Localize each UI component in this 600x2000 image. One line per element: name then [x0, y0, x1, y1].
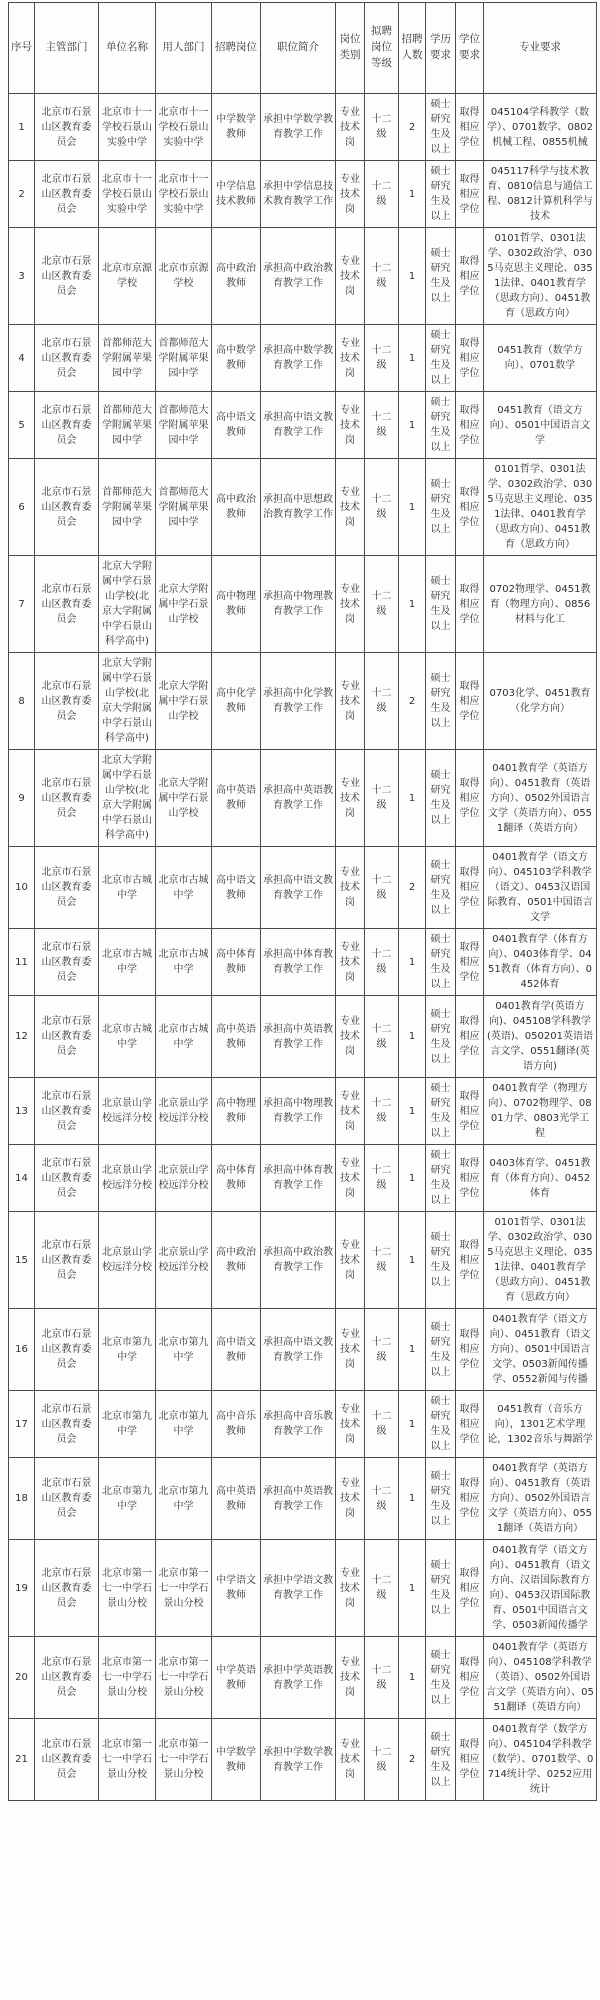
- cell-post-description: 承担高中英语教育教学工作: [261, 1458, 336, 1540]
- cell-recruit-post: 中学信息技术教师: [212, 161, 261, 228]
- table-row: [9, 459, 597, 556]
- table-row: [9, 1145, 597, 1212]
- cell-index: 6: [9, 459, 35, 556]
- cell-post-category: 专业技术岗: [336, 1212, 365, 1309]
- cell-post-category: 专业技术岗: [336, 1391, 365, 1458]
- cell-post-description: 承担高中英语教育教学工作: [261, 996, 336, 1078]
- cell-major-requirement: 045117科学与技术教育、0810信息与通信工程、0812计算机科学与技术: [484, 161, 597, 228]
- table-header-row: [9, 3, 597, 94]
- column-header-post-category: 岗位类别: [336, 3, 365, 94]
- cell-recruit-post: 中学语文教师: [212, 1540, 261, 1637]
- cell-employing-department: 北京市京源学校: [156, 228, 212, 325]
- table-body: [9, 94, 597, 1801]
- cell-post-category: 专业技术岗: [336, 653, 365, 750]
- cell-recruit-count: 1: [399, 556, 426, 653]
- cell-post-grade: 十二级: [365, 556, 399, 653]
- cell-employing-department: 北京市古城中学: [156, 996, 212, 1078]
- cell-recruit-post: 高中政治教师: [212, 228, 261, 325]
- cell-recruit-post: 高中数学教师: [212, 325, 261, 392]
- cell-employing-department: 北京市第一七一中学石景山分校: [156, 1637, 212, 1719]
- cell-recruit-count: 1: [399, 325, 426, 392]
- cell-degree-requirement: 取得相应学位: [456, 996, 484, 1078]
- cell-unit-name: 北京市古城中学: [99, 996, 156, 1078]
- cell-major-requirement: 045104学科教学（数学）、0701数学、0802机械工程、0855机械: [484, 94, 597, 161]
- table-row: [9, 325, 597, 392]
- cell-degree-requirement: 取得相应学位: [456, 556, 484, 653]
- cell-employing-department: 北京市第一七一中学石景山分校: [156, 1540, 212, 1637]
- cell-post-description: 承担高中体育教育教学工作: [261, 1145, 336, 1212]
- cell-unit-name: 北京市第一七一中学石景山分校: [99, 1719, 156, 1801]
- cell-recruit-count: 2: [399, 653, 426, 750]
- cell-unit-name: 首都师范大学附属苹果园中学: [99, 325, 156, 392]
- cell-supervising-department: 北京市石景山区教育委员会: [35, 929, 99, 996]
- cell-education-requirement: 硕士研究生及以上: [426, 392, 456, 459]
- cell-degree-requirement: 取得相应学位: [456, 929, 484, 996]
- cell-supervising-department: 北京市石景山区教育委员会: [35, 94, 99, 161]
- cell-degree-requirement: 取得相应学位: [456, 1078, 484, 1145]
- cell-employing-department: 北京市第九中学: [156, 1391, 212, 1458]
- cell-post-grade: 十二级: [365, 161, 399, 228]
- table-row: [9, 392, 597, 459]
- cell-post-description: 承担高中英语教育教学工作: [261, 750, 336, 847]
- cell-major-requirement: 0401教育学（物理方向）、0702物理学、0801力学、0803光学工程: [484, 1078, 597, 1145]
- cell-index: 8: [9, 653, 35, 750]
- cell-post-description: 承担高中思想政治教育教学工作: [261, 459, 336, 556]
- cell-recruit-post: 高中音乐教师: [212, 1391, 261, 1458]
- cell-post-category: 专业技术岗: [336, 847, 365, 929]
- cell-post-description: 承担高中物理教育教学工作: [261, 556, 336, 653]
- cell-employing-department: 北京市十一学校石景山实验中学: [156, 161, 212, 228]
- cell-recruit-post: 高中物理教师: [212, 556, 261, 653]
- cell-recruit-count: 1: [399, 161, 426, 228]
- table-row: [9, 1540, 597, 1637]
- table-row: [9, 1719, 597, 1801]
- cell-employing-department: 首都师范大学附属苹果园中学: [156, 392, 212, 459]
- table-row: [9, 161, 597, 228]
- cell-education-requirement: 硕士研究生及以上: [426, 1540, 456, 1637]
- cell-supervising-department: 北京市石景山区教育委员会: [35, 1637, 99, 1719]
- cell-recruit-post: 中学数学教师: [212, 1719, 261, 1801]
- cell-employing-department: 北京市第九中学: [156, 1309, 212, 1391]
- cell-post-category: 专业技术岗: [336, 325, 365, 392]
- cell-post-grade: 十二级: [365, 929, 399, 996]
- column-header-unit-name: 单位名称: [99, 3, 156, 94]
- table-row: [9, 929, 597, 996]
- cell-degree-requirement: 取得相应学位: [456, 161, 484, 228]
- cell-post-grade: 十二级: [365, 1078, 399, 1145]
- cell-post-description: 承担高中政治教育教学工作: [261, 228, 336, 325]
- column-header-employing-department: 用人部门: [156, 3, 212, 94]
- cell-post-category: 专业技术岗: [336, 228, 365, 325]
- cell-education-requirement: 硕士研究生及以上: [426, 556, 456, 653]
- cell-index: 17: [9, 1391, 35, 1458]
- cell-degree-requirement: 取得相应学位: [456, 459, 484, 556]
- cell-education-requirement: 硕士研究生及以上: [426, 1458, 456, 1540]
- table-row: [9, 1637, 597, 1719]
- cell-post-category: 专业技术岗: [336, 1637, 365, 1719]
- cell-supervising-department: 北京市石景山区教育委员会: [35, 1078, 99, 1145]
- table-row: [9, 653, 597, 750]
- cell-recruit-post: 高中英语教师: [212, 750, 261, 847]
- cell-recruit-post: 高中英语教师: [212, 1458, 261, 1540]
- cell-degree-requirement: 取得相应学位: [456, 1309, 484, 1391]
- cell-post-category: 专业技术岗: [336, 996, 365, 1078]
- cell-employing-department: 北京市古城中学: [156, 929, 212, 996]
- cell-post-category: 专业技术岗: [336, 556, 365, 653]
- table-row: [9, 1309, 597, 1391]
- cell-recruit-count: 1: [399, 1391, 426, 1458]
- cell-employing-department: 北京大学附属中学石景山学校: [156, 556, 212, 653]
- cell-index: 10: [9, 847, 35, 929]
- cell-index: 2: [9, 161, 35, 228]
- cell-supervising-department: 北京市石景山区教育委员会: [35, 1145, 99, 1212]
- table-row: [9, 1458, 597, 1540]
- cell-recruit-post: 中学英语教师: [212, 1637, 261, 1719]
- cell-unit-name: 北京景山学校远洋分校: [99, 1145, 156, 1212]
- cell-post-grade: 十二级: [365, 325, 399, 392]
- cell-index: 19: [9, 1540, 35, 1637]
- column-header-supervising-department: 主管部门: [35, 3, 99, 94]
- column-header-index: 序号: [9, 3, 35, 94]
- cell-recruit-post: 高中物理教师: [212, 1078, 261, 1145]
- cell-major-requirement: 0401教育学（语文方向）、045103学科教学（语文）、0453汉语国际教育、0501中国语言文学: [484, 847, 597, 929]
- cell-recruit-post: 高中体育教师: [212, 1145, 261, 1212]
- cell-post-description: 承担中学数学教育教学工作: [261, 94, 336, 161]
- cell-supervising-department: 北京市石景山区教育委员会: [35, 653, 99, 750]
- table-row: [9, 750, 597, 847]
- cell-index: 11: [9, 929, 35, 996]
- cell-recruit-count: 2: [399, 847, 426, 929]
- cell-post-description: 承担高中体育教育教学工作: [261, 929, 336, 996]
- cell-supervising-department: 北京市石景山区教育委员会: [35, 325, 99, 392]
- cell-unit-name: 首都师范大学附属苹果园中学: [99, 459, 156, 556]
- cell-post-category: 专业技术岗: [336, 459, 365, 556]
- cell-post-description: 承担中学信息技术教育教学工作: [261, 161, 336, 228]
- cell-recruit-post: 高中体育教师: [212, 929, 261, 996]
- cell-unit-name: 北京市第一七一中学石景山分校: [99, 1637, 156, 1719]
- cell-degree-requirement: 取得相应学位: [456, 1212, 484, 1309]
- cell-major-requirement: 0401教育学（英语方向）、045108学科教学（英语）、0502外国语言文学（英语方向）、0551翻译（英语方向）: [484, 1637, 597, 1719]
- cell-post-grade: 十二级: [365, 653, 399, 750]
- cell-employing-department: 北京景山学校远洋分校: [156, 1212, 212, 1309]
- cell-recruit-count: 1: [399, 1078, 426, 1145]
- cell-education-requirement: 硕士研究生及以上: [426, 1309, 456, 1391]
- cell-index: 21: [9, 1719, 35, 1801]
- cell-education-requirement: 硕士研究生及以上: [426, 929, 456, 996]
- cell-degree-requirement: 取得相应学位: [456, 1391, 484, 1458]
- cell-index: 3: [9, 228, 35, 325]
- header-row: [9, 3, 597, 94]
- cell-post-grade: 十二级: [365, 1637, 399, 1719]
- cell-post-description: 承担高中化学教育教学工作: [261, 653, 336, 750]
- column-header-major-requirement: 专业要求: [484, 3, 597, 94]
- cell-recruit-count: 1: [399, 1145, 426, 1212]
- table-row: [9, 1078, 597, 1145]
- cell-employing-department: 北京景山学校远洋分校: [156, 1078, 212, 1145]
- cell-post-grade: 十二级: [365, 750, 399, 847]
- cell-unit-name: 北京市古城中学: [99, 929, 156, 996]
- cell-employing-department: 北京大学附属中学石景山学校: [156, 750, 212, 847]
- cell-supervising-department: 北京市石景山区教育委员会: [35, 392, 99, 459]
- cell-post-grade: 十二级: [365, 1458, 399, 1540]
- cell-degree-requirement: 取得相应学位: [456, 847, 484, 929]
- cell-post-category: 专业技术岗: [336, 1719, 365, 1801]
- cell-post-category: 专业技术岗: [336, 929, 365, 996]
- recruitment-table: [8, 2, 597, 1801]
- cell-unit-name: 北京大学附属中学石景山学校(北京大学附属中学石景山科学高中): [99, 750, 156, 847]
- cell-recruit-post: 高中政治教师: [212, 459, 261, 556]
- cell-degree-requirement: 取得相应学位: [456, 1540, 484, 1637]
- column-header-recruit-count: 招聘人数: [399, 3, 426, 94]
- cell-employing-department: 首都师范大学附属苹果园中学: [156, 325, 212, 392]
- cell-post-description: 承担高中物理教育教学工作: [261, 1078, 336, 1145]
- cell-index: 7: [9, 556, 35, 653]
- cell-supervising-department: 北京市石景山区教育委员会: [35, 1212, 99, 1309]
- cell-degree-requirement: 取得相应学位: [456, 1637, 484, 1719]
- cell-recruit-count: 1: [399, 1637, 426, 1719]
- cell-education-requirement: 硕士研究生及以上: [426, 94, 456, 161]
- cell-post-description: 承担高中语文教育教学工作: [261, 847, 336, 929]
- cell-employing-department: 北京市第九中学: [156, 1458, 212, 1540]
- cell-education-requirement: 硕士研究生及以上: [426, 1637, 456, 1719]
- cell-supervising-department: 北京市石景山区教育委员会: [35, 1391, 99, 1458]
- cell-employing-department: 北京市第一七一中学石景山分校: [156, 1719, 212, 1801]
- cell-index: 16: [9, 1309, 35, 1391]
- cell-major-requirement: 0401教育学（体育方向）、0403体育学、0451教育（体育方向）、0452体育: [484, 929, 597, 996]
- cell-unit-name: 北京市第九中学: [99, 1309, 156, 1391]
- column-header-recruit-post: 招聘岗位: [212, 3, 261, 94]
- cell-education-requirement: 硕士研究生及以上: [426, 228, 456, 325]
- cell-unit-name: 北京市第九中学: [99, 1458, 156, 1540]
- cell-supervising-department: 北京市石景山区教育委员会: [35, 847, 99, 929]
- cell-post-category: 专业技术岗: [336, 1458, 365, 1540]
- cell-major-requirement: 0101哲学、0301法学、0302政治学、0305马克思主义理论、0351法律、0401教育学（思政方向）、0451教育（思政方向）: [484, 1212, 597, 1309]
- cell-supervising-department: 北京市石景山区教育委员会: [35, 228, 99, 325]
- cell-index: 18: [9, 1458, 35, 1540]
- cell-employing-department: 北京景山学校远洋分校: [156, 1145, 212, 1212]
- cell-post-description: 承担高中数学教育教学工作: [261, 325, 336, 392]
- cell-post-category: 专业技术岗: [336, 94, 365, 161]
- cell-recruit-post: 中学数学教师: [212, 94, 261, 161]
- cell-index: 9: [9, 750, 35, 847]
- cell-post-grade: 十二级: [365, 1145, 399, 1212]
- cell-post-description: 承担高中音乐教育教学工作: [261, 1391, 336, 1458]
- cell-education-requirement: 硕士研究生及以上: [426, 1145, 456, 1212]
- cell-supervising-department: 北京市石景山区教育委员会: [35, 750, 99, 847]
- cell-supervising-department: 北京市石景山区教育委员会: [35, 1540, 99, 1637]
- cell-unit-name: 首都师范大学附属苹果园中学: [99, 392, 156, 459]
- cell-employing-department: 北京市十一学校石景山实验中学: [156, 94, 212, 161]
- cell-degree-requirement: 取得相应学位: [456, 94, 484, 161]
- cell-post-grade: 十二级: [365, 847, 399, 929]
- cell-post-category: 专业技术岗: [336, 392, 365, 459]
- column-header-education-requirement: 学历要求: [426, 3, 456, 94]
- cell-unit-name: 北京市京源学校: [99, 228, 156, 325]
- cell-post-description: 承担中学语文教育教学工作: [261, 1540, 336, 1637]
- column-header-post-description: 职位简介: [261, 3, 336, 94]
- cell-recruit-count: 1: [399, 228, 426, 325]
- cell-recruit-post: 高中化学教师: [212, 653, 261, 750]
- cell-major-requirement: 0401教育学（数学方向）、045104学科教学（数学）、0701数学、0714统计学、0252应用统计: [484, 1719, 597, 1801]
- cell-post-category: 专业技术岗: [336, 1540, 365, 1637]
- cell-post-description: 承担中学数学教育教学工作: [261, 1719, 336, 1801]
- cell-unit-name: 北京大学附属中学石景山学校(北京大学附属中学石景山科学高中): [99, 653, 156, 750]
- cell-degree-requirement: 取得相应学位: [456, 1719, 484, 1801]
- cell-major-requirement: 0703化学、0451教育（化学方向）: [484, 653, 597, 750]
- cell-major-requirement: 0401教育学（语文方向）、0451教育（语文方向）、0501中国语言文学、0503新闻传播学、0552新闻与传播: [484, 1309, 597, 1391]
- cell-unit-name: 北京景山学校远洋分校: [99, 1212, 156, 1309]
- cell-post-category: 专业技术岗: [336, 1078, 365, 1145]
- cell-recruit-post: 高中语文教师: [212, 1309, 261, 1391]
- cell-unit-name: 北京市第一七一中学石景山分校: [99, 1540, 156, 1637]
- cell-employing-department: 北京大学附属中学石景山学校: [156, 653, 212, 750]
- cell-index: 4: [9, 325, 35, 392]
- cell-supervising-department: 北京市石景山区教育委员会: [35, 1309, 99, 1391]
- cell-recruit-count: 1: [399, 392, 426, 459]
- cell-recruit-count: 1: [399, 996, 426, 1078]
- cell-supervising-department: 北京市石景山区教育委员会: [35, 556, 99, 653]
- cell-education-requirement: 硕士研究生及以上: [426, 1719, 456, 1801]
- cell-post-description: 承担高中政治教育教学工作: [261, 1212, 336, 1309]
- cell-supervising-department: 北京市石景山区教育委员会: [35, 1719, 99, 1801]
- cell-post-grade: 十二级: [365, 1391, 399, 1458]
- cell-unit-name: 北京市十一学校石景山实验中学: [99, 94, 156, 161]
- cell-post-grade: 十二级: [365, 1540, 399, 1637]
- cell-recruit-post: 高中英语教师: [212, 996, 261, 1078]
- cell-employing-department: 北京市古城中学: [156, 847, 212, 929]
- cell-post-grade: 十二级: [365, 1309, 399, 1391]
- table-row: [9, 228, 597, 325]
- cell-major-requirement: 0401教育学（英语方向）、0451教育（英语方向）、0502外国语言文学（英语方向）、0551翻译（英语方向）: [484, 1458, 597, 1540]
- column-header-degree-requirement: 学位要求: [456, 3, 484, 94]
- cell-post-description: 承担高中语文教育教学工作: [261, 1309, 336, 1391]
- cell-recruit-count: 1: [399, 1540, 426, 1637]
- cell-post-category: 专业技术岗: [336, 1145, 365, 1212]
- cell-education-requirement: 硕士研究生及以上: [426, 459, 456, 556]
- cell-index: 14: [9, 1145, 35, 1212]
- cell-recruit-count: 1: [399, 459, 426, 556]
- cell-degree-requirement: 取得相应学位: [456, 750, 484, 847]
- cell-major-requirement: 0451教育（音乐方向），1301艺术学理论，1302音乐与舞蹈学: [484, 1391, 597, 1458]
- cell-education-requirement: 硕士研究生及以上: [426, 1391, 456, 1458]
- cell-index: 1: [9, 94, 35, 161]
- cell-unit-name: 北京景山学校远洋分校: [99, 1078, 156, 1145]
- cell-index: 12: [9, 996, 35, 1078]
- table-row: [9, 94, 597, 161]
- cell-index: 5: [9, 392, 35, 459]
- cell-unit-name: 北京市十一学校石景山实验中学: [99, 161, 156, 228]
- cell-supervising-department: 北京市石景山区教育委员会: [35, 459, 99, 556]
- cell-degree-requirement: 取得相应学位: [456, 392, 484, 459]
- cell-major-requirement: 0401教育学（英语方向）、0451教育（英语方向）、0502外国语言文学（英语方向）、0551翻译（英语方向）: [484, 750, 597, 847]
- table-row: [9, 1391, 597, 1458]
- cell-education-requirement: 硕士研究生及以上: [426, 161, 456, 228]
- cell-education-requirement: 硕士研究生及以上: [426, 1078, 456, 1145]
- cell-post-grade: 十二级: [365, 459, 399, 556]
- column-header-post-grade: 拟聘岗位等级: [365, 3, 399, 94]
- cell-index: 20: [9, 1637, 35, 1719]
- cell-index: 15: [9, 1212, 35, 1309]
- cell-recruit-count: 1: [399, 1309, 426, 1391]
- cell-recruit-post: 高中政治教师: [212, 1212, 261, 1309]
- cell-degree-requirement: 取得相应学位: [456, 228, 484, 325]
- cell-supervising-department: 北京市石景山区教育委员会: [35, 161, 99, 228]
- cell-post-grade: 十二级: [365, 996, 399, 1078]
- cell-major-requirement: 0401教育学（语文方向）、0451教育（语文方向、汉语国际教育方向）、0453汉语国际教育、0501中国语言文学、0503新闻传播学: [484, 1540, 597, 1637]
- cell-major-requirement: 0451教育（数学方向）、0701数学: [484, 325, 597, 392]
- cell-index: 13: [9, 1078, 35, 1145]
- cell-post-description: 承担中学英语教育教学工作: [261, 1637, 336, 1719]
- table-row: [9, 556, 597, 653]
- cell-unit-name: 北京大学附属中学石景山学校(北京大学附属中学石景山科学高中): [99, 556, 156, 653]
- table-row: [9, 1212, 597, 1309]
- cell-post-grade: 十二级: [365, 1212, 399, 1309]
- cell-post-category: 专业技术岗: [336, 750, 365, 847]
- cell-recruit-count: 1: [399, 1212, 426, 1309]
- cell-degree-requirement: 取得相应学位: [456, 325, 484, 392]
- cell-degree-requirement: 取得相应学位: [456, 1458, 484, 1540]
- table-row: [9, 996, 597, 1078]
- cell-post-grade: 十二级: [365, 228, 399, 325]
- cell-post-grade: 十二级: [365, 392, 399, 459]
- cell-education-requirement: 硕士研究生及以上: [426, 750, 456, 847]
- cell-unit-name: 北京市第九中学: [99, 1391, 156, 1458]
- cell-post-category: 专业技术岗: [336, 1309, 365, 1391]
- cell-recruit-count: 1: [399, 929, 426, 996]
- cell-major-requirement: 0702物理学、0451教育（物理方向）、0856材料与化工: [484, 556, 597, 653]
- cell-employing-department: 首都师范大学附属苹果园中学: [156, 459, 212, 556]
- cell-major-requirement: 0403体育学、0451教育（体育方向）、0452体育: [484, 1145, 597, 1212]
- cell-recruit-count: 2: [399, 1719, 426, 1801]
- cell-degree-requirement: 取得相应学位: [456, 653, 484, 750]
- cell-education-requirement: 硕士研究生及以上: [426, 325, 456, 392]
- cell-post-description: 承担高中语文教育教学工作: [261, 392, 336, 459]
- cell-education-requirement: 硕士研究生及以上: [426, 996, 456, 1078]
- cell-post-category: 专业技术岗: [336, 161, 365, 228]
- cell-recruit-count: 2: [399, 94, 426, 161]
- table-row: [9, 847, 597, 929]
- cell-recruit-post: 高中语文教师: [212, 392, 261, 459]
- cell-major-requirement: 0401教育学(英语方向)、045108学科教学(英语)、050201英语语言文学、0551翻译(英语方向): [484, 996, 597, 1078]
- cell-supervising-department: 北京市石景山区教育委员会: [35, 1458, 99, 1540]
- cell-education-requirement: 硕士研究生及以上: [426, 847, 456, 929]
- cell-supervising-department: 北京市石景山区教育委员会: [35, 996, 99, 1078]
- cell-degree-requirement: 取得相应学位: [456, 1145, 484, 1212]
- cell-post-grade: 十二级: [365, 94, 399, 161]
- cell-unit-name: 北京市古城中学: [99, 847, 156, 929]
- cell-recruit-count: 1: [399, 750, 426, 847]
- cell-major-requirement: 0101哲学、0301法学、0302政治学、0305马克思主义理论、0351法律、0401教育学（思政方向）、0451教育（思政方向）: [484, 228, 597, 325]
- cell-recruit-post: 高中语文教师: [212, 847, 261, 929]
- cell-major-requirement: 0101哲学、0301法学、0302政治学、0305马克思主义理论、0351法律、0401教育学（思政方向）、0451教育（思政方向）: [484, 459, 597, 556]
- cell-education-requirement: 硕士研究生及以上: [426, 1212, 456, 1309]
- cell-recruit-count: 1: [399, 1458, 426, 1540]
- cell-major-requirement: 0451教育（语文方向）、0501中国语言文学: [484, 392, 597, 459]
- cell-education-requirement: 硕士研究生及以上: [426, 653, 456, 750]
- cell-post-grade: 十二级: [365, 1719, 399, 1801]
